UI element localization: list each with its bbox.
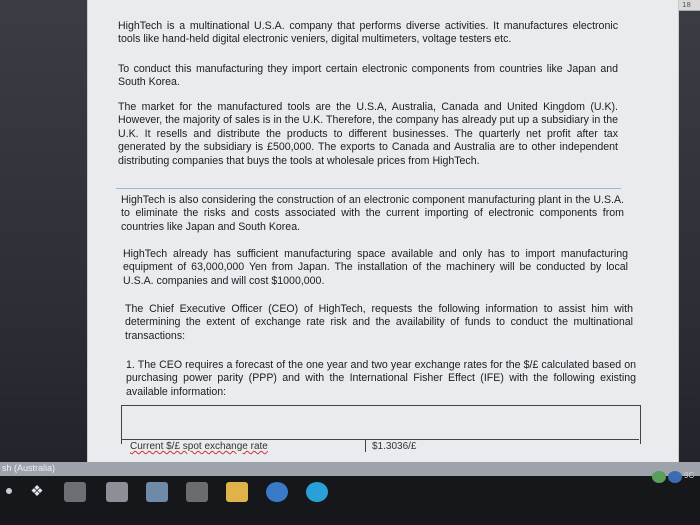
info-table bbox=[121, 405, 641, 452]
app-icon[interactable] bbox=[146, 482, 168, 502]
dropbox-icon[interactable]: ❖ bbox=[30, 483, 44, 500]
folder-icon[interactable] bbox=[226, 482, 248, 502]
tray-icon[interactable] bbox=[668, 471, 682, 483]
chrome-icon[interactable] bbox=[266, 482, 288, 502]
paragraph-2: To conduct this manufacturing they import certain electronic components from countries like Japan and South Korea. bbox=[118, 63, 618, 89]
paragraph-4: HighTech is also considering the construction of an electronic component manufacturing plant in the U.S.A. to eliminate the risks and costs associated with the current importing of electronic components from countries like Japan and South Korea. bbox=[121, 194, 624, 233]
document-page[interactable] bbox=[88, 0, 678, 470]
paragraph-3: The market for the manufactured tools are the U.S.A, Australia, Canada and United Kingdom (U.K). However, the majority of sales is in the U.K. Therefore, the company has already put up a subsidiary in the U.K. It resells and distribute the products to different businesses. The quarterly net profit after tax generated by the subsidiary is £500,000. The exports to Canada and Australia are to other independent distributing companies that buys the tools at wholesale prices from HighTech. bbox=[118, 101, 618, 167]
tray-icon[interactable] bbox=[652, 471, 666, 483]
paragraph-5: HighTech already has sufficient manufacturing space available and only has to import manufacturing equipment of 63,000,000 Yen from Japan. The installation of the machinery will be conducted by local U.S.A. companies and will cost $1000,000. bbox=[123, 248, 628, 287]
table-divider bbox=[365, 440, 366, 452]
ruler-mark: 18 bbox=[682, 1, 691, 9]
paragraph-7: 1. The CEO requires a forecast of the one year and two year exchange rates for the $/£ calculated based on purchasing power parity (PPP) and with the International Fisher Effect (IFE) with the following existing available information: bbox=[126, 359, 636, 398]
start-icon[interactable] bbox=[6, 488, 12, 494]
taskbar bbox=[0, 476, 700, 525]
language-status[interactable]: sh (Australia) bbox=[2, 463, 56, 473]
clock[interactable]: 9C bbox=[684, 471, 695, 480]
app-icon[interactable] bbox=[64, 482, 86, 502]
app-icon[interactable] bbox=[106, 482, 128, 502]
divider-line bbox=[116, 188, 621, 189]
app-icon[interactable] bbox=[186, 482, 208, 502]
status-bar bbox=[0, 462, 700, 476]
edge-icon[interactable] bbox=[306, 482, 328, 502]
table-cell-label: Current $/£ spot exchange rate bbox=[130, 441, 268, 452]
paragraph-1: HighTech is a multinational U.S.A. company that performs diverse activities. It manufactures electronic tools like hand-held digital electronic veniers, digital multimeters, voltage testers etc. bbox=[118, 20, 618, 46]
table-cell-value: $1.3036/£ bbox=[372, 441, 417, 452]
paragraph-6: The Chief Executive Officer (CEO) of HighTech, requests the following information to assist him with determining the extent of exchange rate risk and the availability of funds to conduct the multinational transactions: bbox=[125, 303, 633, 342]
